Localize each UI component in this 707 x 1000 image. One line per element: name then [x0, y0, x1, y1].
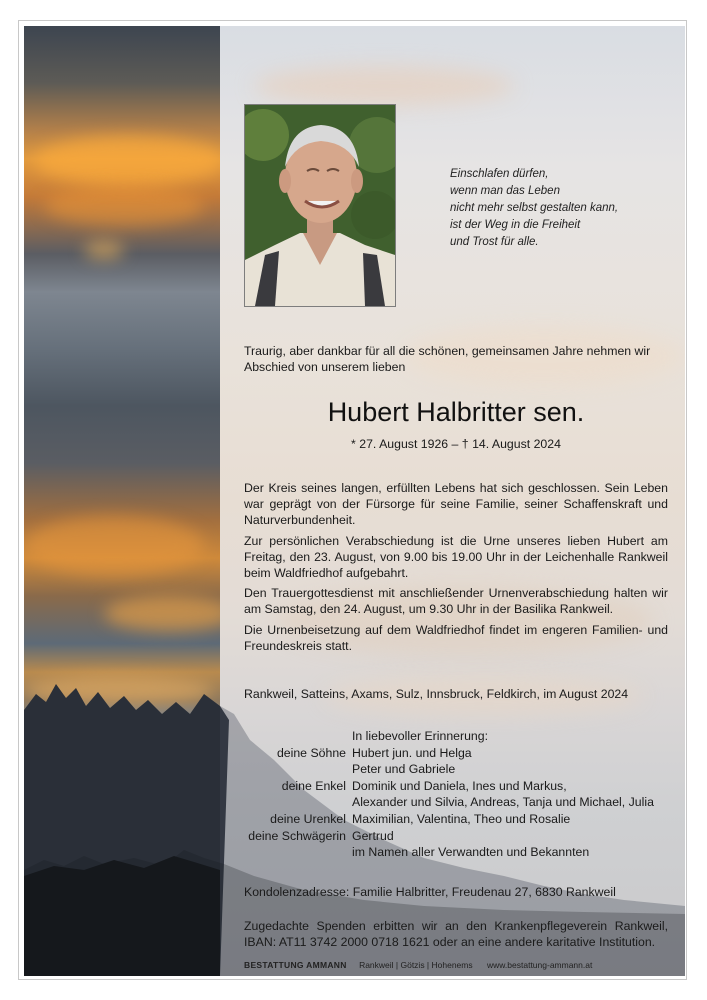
condolence-address: Kondolenzadresse: Familie Halbritter, Freudenau 27, 6830 Rankweil	[244, 885, 616, 899]
mourner-names: Alexander und Silvia, Andreas, Tanja und Michael, Julia	[352, 795, 654, 810]
mourner-role: deine Schwägerin	[248, 828, 346, 843]
mourner-names: im Namen aller Verwandten und Bekannten	[352, 845, 590, 860]
poem-line: nicht mehr selbst gestalten kann,	[450, 202, 619, 214]
poem-line: ist der Weg in die Freiheit	[450, 219, 581, 231]
mourner-names: Hubert jun. und Helga	[352, 745, 472, 760]
funeral-home-locations: Rankweil | Götzis | Hohenems	[359, 960, 473, 970]
body-paragraph: Zur persönlichen Verabschiedung ist die Urne unseres lieben Hubert am Freitag, den 23. August, von 9.00 bis 19.00 Uhr in der Leichenhalle Rankweil beim Waldfriedhof aufgebahrt.	[244, 533, 668, 581]
mourner-role: deine Enkel	[281, 778, 346, 793]
mourners-list	[230, 728, 670, 861]
mourner-names: Gertrud	[352, 828, 394, 843]
mourner-names: Dominik und Daniela, Ines und Markus,	[352, 778, 567, 793]
poem-line: wenn man das Leben	[450, 185, 560, 197]
body-paragraph: Der Kreis seines langen, erfüllten Lebens hat sich geschlossen. Sein Leben war geprägt von der Fürsorge für seine Familie, seiner Schaffenskraft und Naturverbundenheit.	[244, 481, 668, 528]
intro-text: Traurig, aber dankbar für all die schönen, gemeinsamen Jahre nehmen wir Abschied von unserem lieben	[244, 344, 651, 375]
mourner-names: In liebevoller Erinnerung:	[352, 729, 489, 743]
mourner-row	[230, 844, 670, 861]
mourner-row	[230, 811, 670, 828]
mourner-names: Peter und Gabriele	[352, 762, 456, 777]
obituary-body	[244, 480, 668, 658]
poem	[450, 166, 650, 251]
mourner-row	[230, 828, 670, 845]
body-paragraph: Die Urnenbeisetzung auf dem Waldfriedhof findet im engeren Familien- und Freundeskreis statt.	[244, 622, 668, 653]
body-paragraph: Den Trauergottesdienst mit anschließender Urnenverabschiedung halten wir am Samstag, den 24. August, um 9.30 Uhr in der Basilika Rankweil.	[244, 586, 668, 617]
mourner-names: Maximilian, Valentina, Theo und Rosalie	[352, 811, 571, 826]
mourner-role: deine Söhne	[276, 745, 346, 760]
mourner-row	[230, 745, 670, 762]
poem-line: und Trost für alle.	[450, 236, 539, 248]
mourner-row	[230, 794, 670, 811]
place-date: Rankweil, Satteins, Axams, Sulz, Innsbruck, Feldkirch, im August 2024	[244, 687, 629, 701]
funeral-home-website: www.bestattung-ammann.at	[486, 960, 593, 970]
mourner-role	[230, 728, 352, 745]
footer	[244, 960, 592, 970]
mourner-row	[230, 728, 670, 745]
portrait-photo	[244, 104, 396, 307]
mourner-role	[230, 844, 352, 861]
mourner-role: deine Urenkel	[270, 811, 346, 826]
mourner-row	[230, 761, 670, 778]
mourner-row	[230, 778, 670, 795]
deceased-name: Hubert Halbritter sen.	[327, 397, 585, 427]
mourner-role	[230, 761, 352, 778]
life-dates: * 27. August 1926 – † 14. August 2024	[351, 437, 561, 451]
funeral-home-name: BESTATTUNG AMMANN	[244, 960, 347, 970]
poem-line: Einschlafen dürfen,	[450, 168, 549, 180]
mourner-role	[230, 794, 352, 811]
donation-note: Zugedachte Spenden erbitten wir an den Krankenpflegeverein Rankweil, IBAN: AT11 3742 2000 0718 1621 oder an eine andere karitative Institution.	[244, 919, 668, 950]
